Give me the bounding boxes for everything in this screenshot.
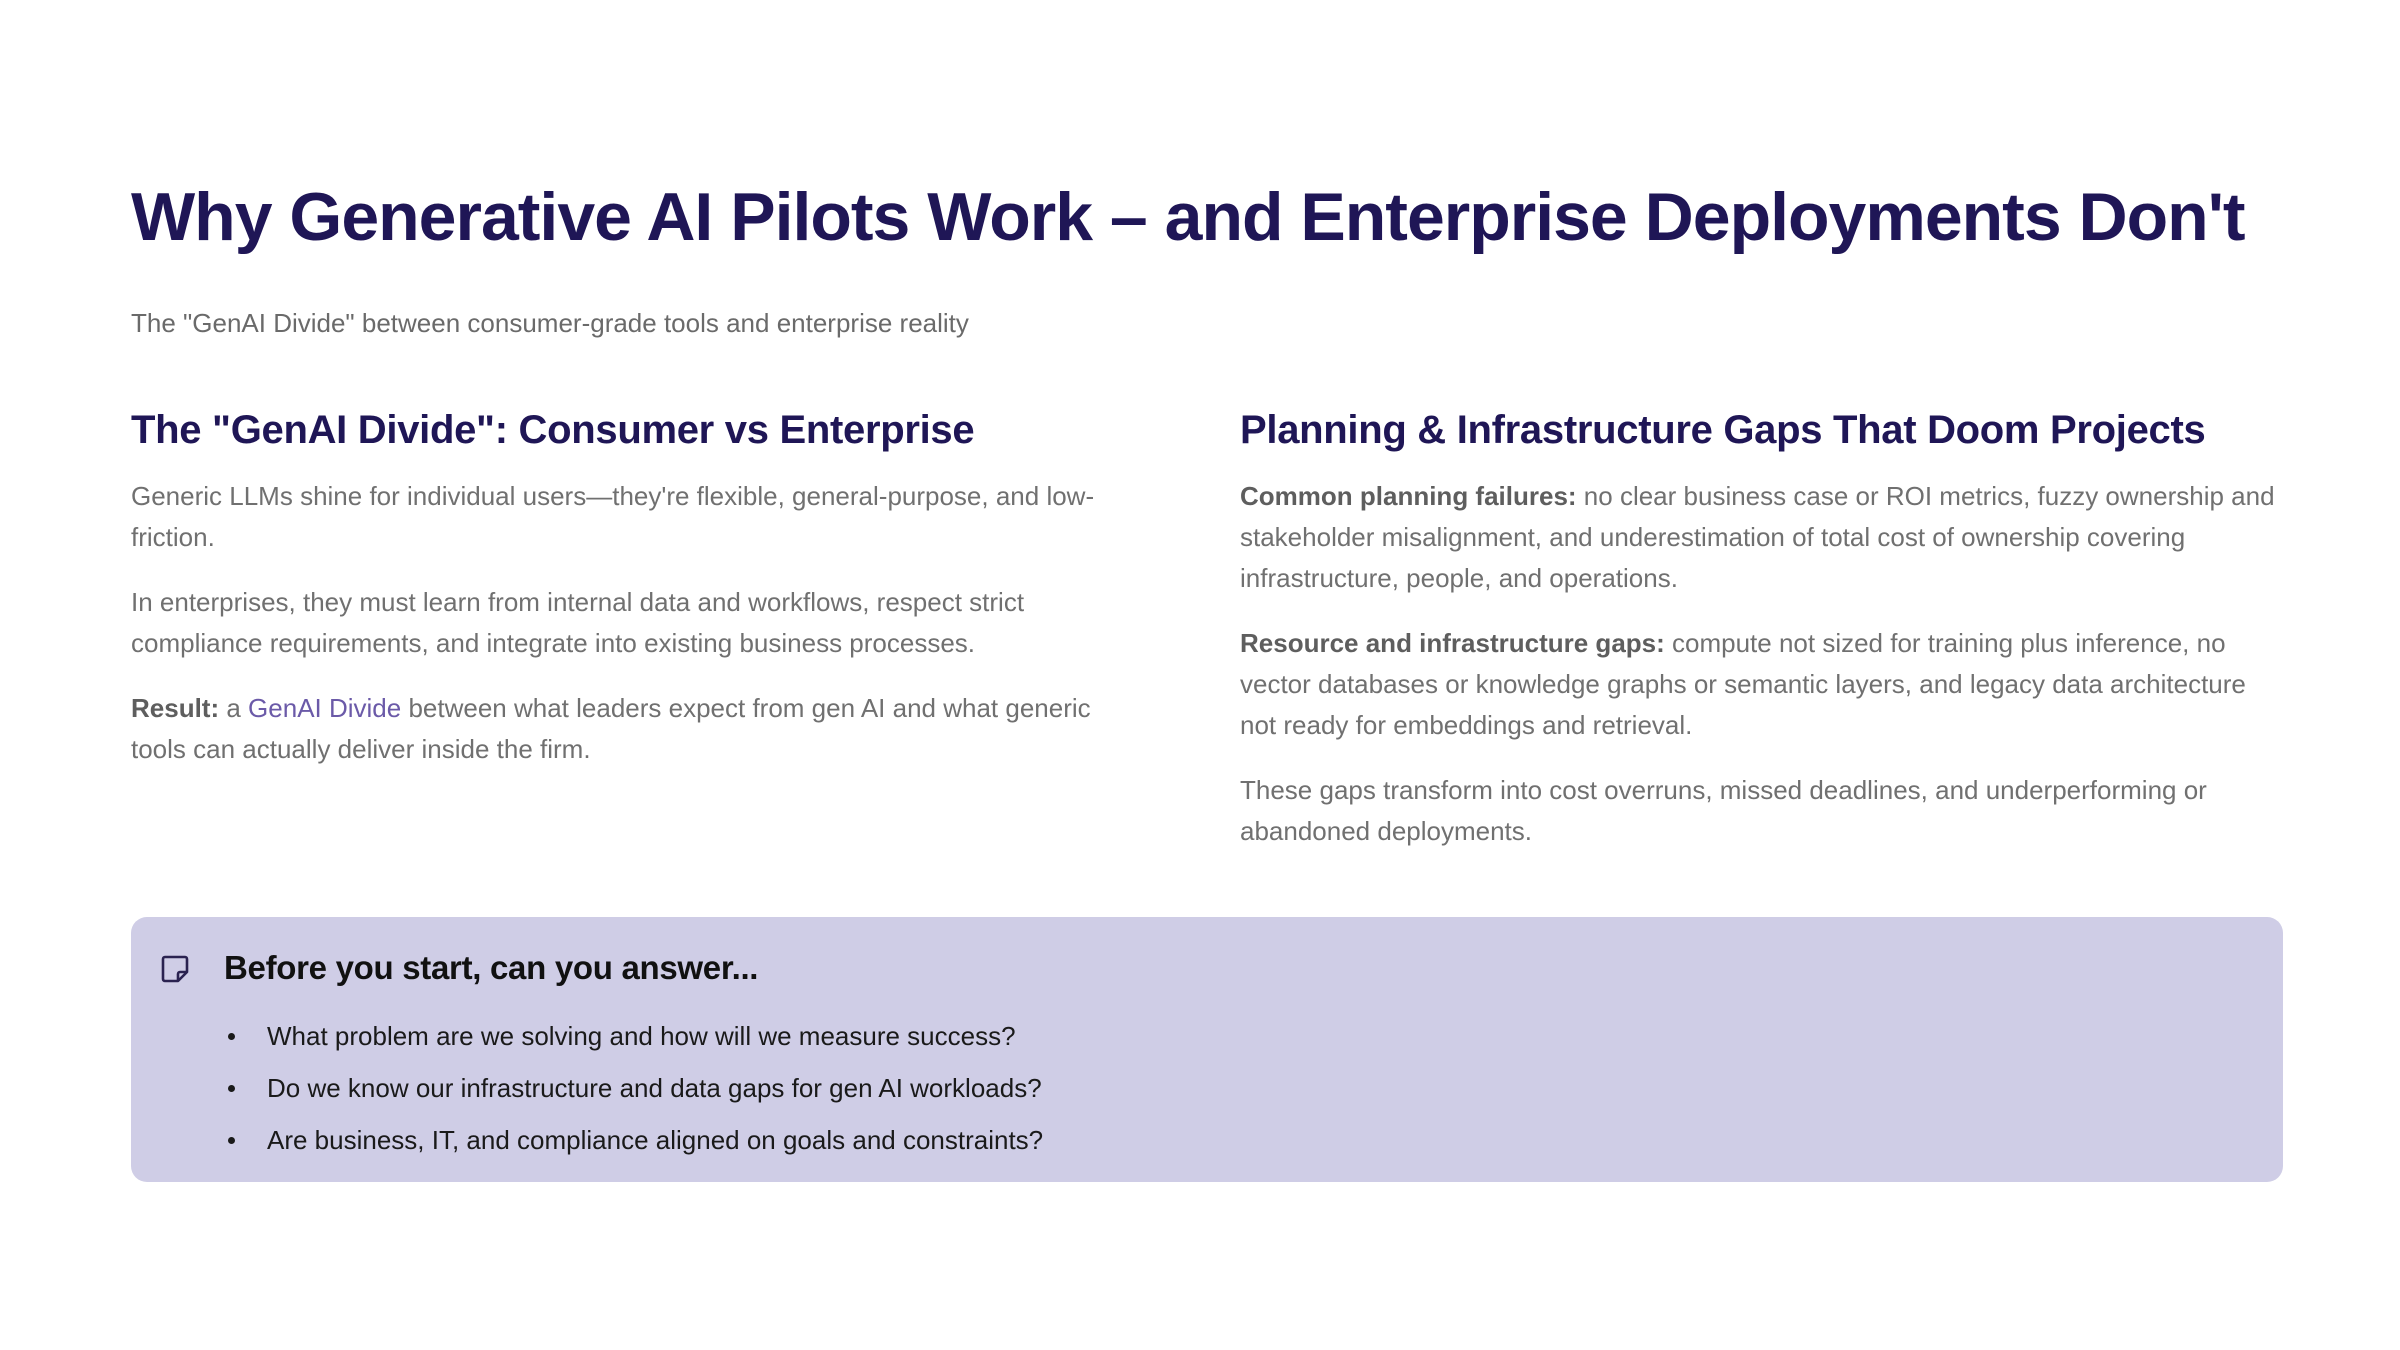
left-column bbox=[131, 402, 1151, 770]
content-columns bbox=[131, 402, 2283, 862]
page-subtitle: The "GenAI Divide" between consumer-grade tools and enterprise reality bbox=[131, 308, 969, 338]
page-title: Why Generative AI Pilots Work – and Enterprise Deployments Don't bbox=[131, 179, 2245, 255]
planning-failures-text: no clear business case or ROI metrics, fuzzy ownership and stakeholder misalignment, and underestimation of total cost of ownership covering infrastructure, people, and operations. bbox=[1240, 481, 2275, 593]
left-paragraph-2: In enterprises, they must learn from internal data and workflows, respect strict compliance requirements, and integrate into existing business processes. bbox=[131, 587, 1025, 658]
callout-question: Do we know our infrastructure and data gaps for gen AI workloads? bbox=[224, 1062, 1043, 1114]
right-paragraph-3: These gaps transform into cost overruns, missed deadlines, and underperforming or abandoned deployments. bbox=[1240, 775, 2207, 846]
slide bbox=[131, 170, 2283, 1155]
infrastructure-gaps-text: compute not sized for training plus inference, no vector databases or knowledge graphs or semantic layers, and legacy data architecture not ready for embeddings and retrieval. bbox=[1240, 628, 2246, 740]
callout-title: Before you start, can you answer... bbox=[224, 949, 759, 986]
callout-question: What problem are we solving and how will we measure success? bbox=[224, 1010, 1043, 1062]
infrastructure-gaps-label: Resource and infrastructure gaps: bbox=[1240, 628, 1665, 658]
left-heading: The "GenAI Divide": Consumer vs Enterprise bbox=[131, 408, 975, 452]
right-paragraph-2 bbox=[1240, 623, 2280, 746]
right-heading: Planning & Infrastructure Gaps That Doom Projects bbox=[1240, 408, 2206, 452]
genai-divide-highlight: GenAI Divide bbox=[248, 693, 402, 723]
result-text-post: between what leaders expect from gen AI and what generic tools can actually deliver inside the firm. bbox=[131, 693, 1091, 764]
left-paragraph-1: Generic LLMs shine for individual users—they're flexible, general-purpose, and low-friction. bbox=[131, 481, 1095, 552]
planning-failures-label: Common planning failures: bbox=[1240, 481, 1577, 511]
callout-question-list bbox=[224, 1010, 1043, 1166]
result-text-pre: a bbox=[219, 693, 249, 723]
result-label: Result: bbox=[131, 693, 220, 723]
callout-question: Are business, IT, and compliance aligned on goals and constraints? bbox=[224, 1114, 1043, 1166]
callout-box bbox=[131, 917, 2283, 1182]
right-column bbox=[1240, 402, 2280, 852]
sticky-note-icon bbox=[160, 954, 190, 984]
right-paragraph-1 bbox=[1240, 476, 2280, 599]
left-paragraph-3 bbox=[131, 688, 1151, 770]
